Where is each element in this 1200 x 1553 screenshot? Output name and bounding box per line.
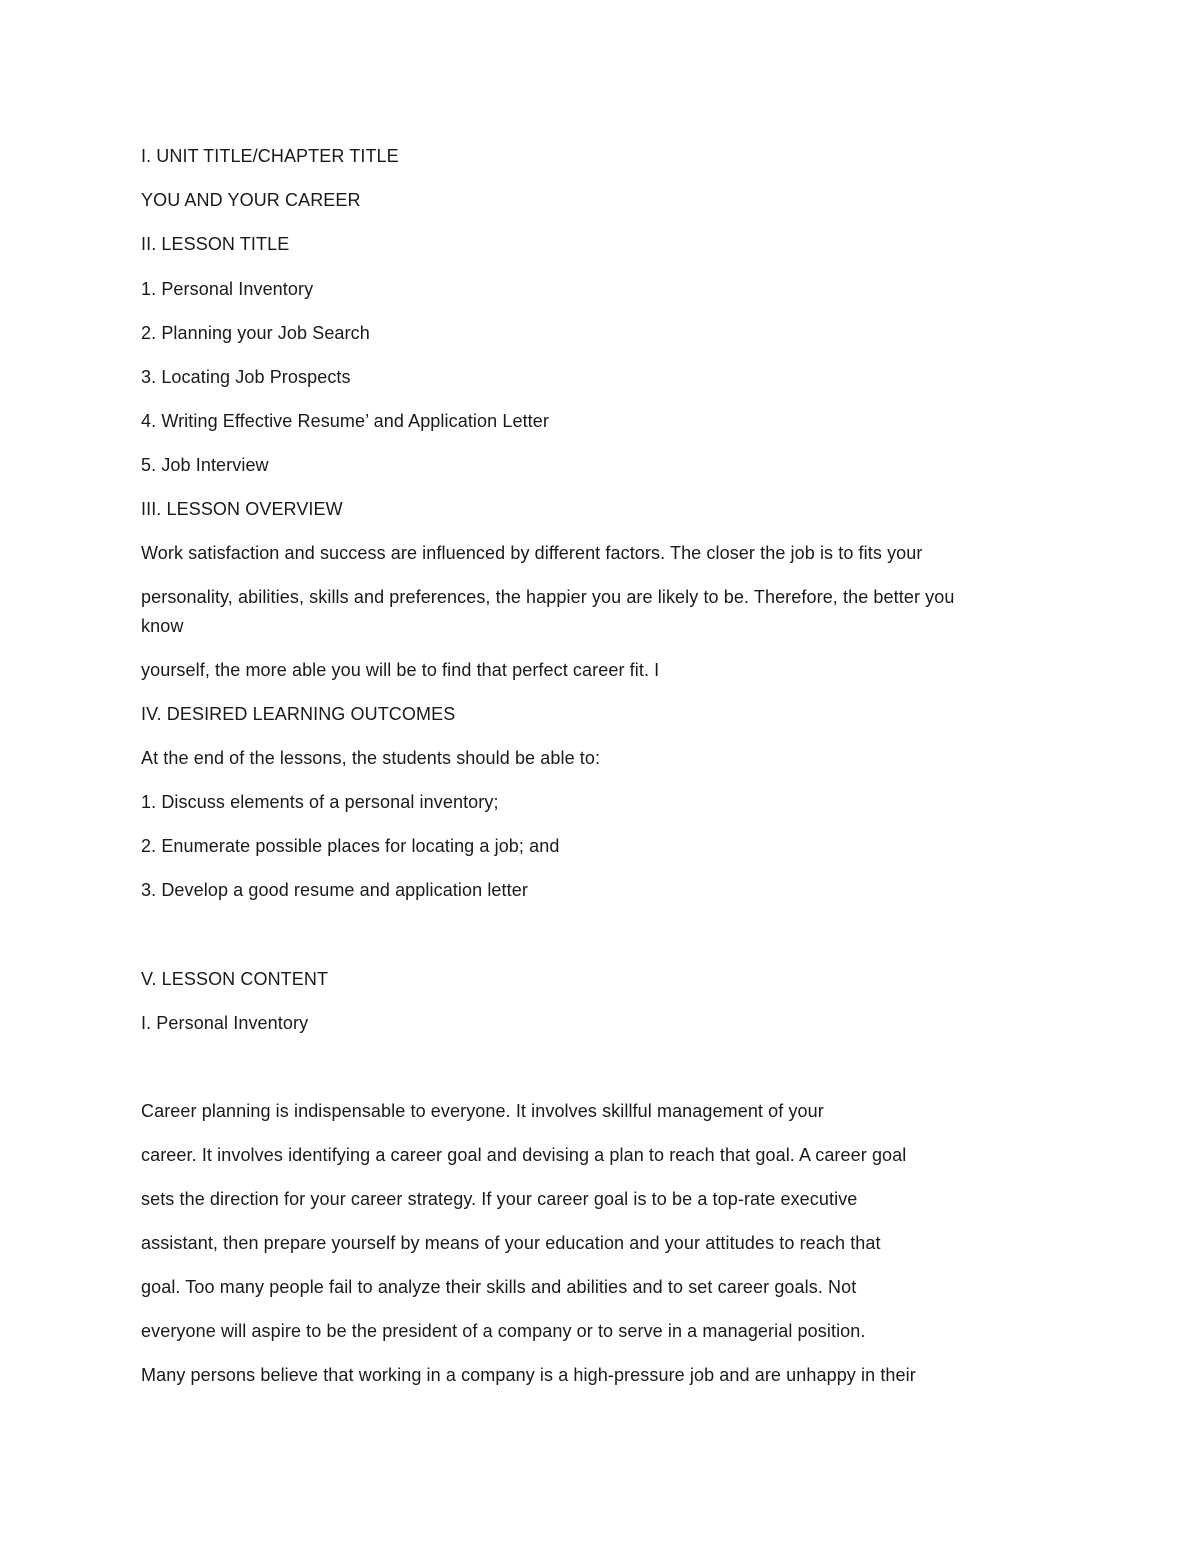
content-line: career. It involves identifying a career goal and devising a plan to reach that goal. A career goal <box>141 1145 907 1165</box>
unit-heading: I. UNIT TITLE/CHAPTER TITLE <box>141 146 399 166</box>
content-line: Career planning is indispensable to everyone. It involves skillful management of your <box>141 1101 824 1121</box>
content-line: assistant, then prepare yourself by means of your education and your attitudes to reach that <box>141 1233 881 1253</box>
content-line: Many persons believe that working in a company is a high-pressure job and are unhappy in their <box>141 1365 916 1385</box>
lesson-item: 4. Writing Effective Resume’ and Application Letter <box>141 411 549 431</box>
outcomes-intro: At the end of the lessons, the students should be able to: <box>141 748 601 768</box>
lesson-item: 2. Planning your Job Search <box>141 323 370 343</box>
lesson-heading: II. LESSON TITLE <box>141 234 290 254</box>
overview-line: yourself, the more able you will be to find that perfect career fit. I <box>141 660 660 680</box>
content-line: everyone will aspire to be the president of a company or to serve in a managerial position. <box>141 1321 866 1341</box>
overview-line: Work satisfaction and success are influenced by different factors. The closer the job is to fits your <box>141 543 923 563</box>
content-line: sets the direction for your career strategy. If your career goal is to be a top-rate executive <box>141 1189 858 1209</box>
lesson-item: 1. Personal Inventory <box>141 279 314 299</box>
outcome-item: 1. Discuss elements of a personal inventory; <box>141 792 499 812</box>
outcome-item: 2. Enumerate possible places for locating a job; and <box>141 836 560 856</box>
overview-heading: III. LESSON OVERVIEW <box>141 499 343 519</box>
content-line: goal. Too many people fail to analyze their skills and abilities and to set career goals. Not <box>141 1277 857 1297</box>
unit-title: YOU AND YOUR CAREER <box>141 190 361 210</box>
lesson-item: 5. Job Interview <box>141 455 269 475</box>
outcome-item: 3. Develop a good resume and application letter <box>141 880 528 900</box>
content-subheading: I. Personal Inventory <box>141 1013 309 1033</box>
outcomes-heading: IV. DESIRED LEARNING OUTCOMES <box>141 704 456 724</box>
lesson-item: 3. Locating Job Prospects <box>141 367 351 387</box>
overview-line: personality, abilities, skills and preferences, the happier you are likely to be. Therefore, the better you <box>141 587 955 607</box>
content-heading: V. LESSON CONTENT <box>141 969 329 989</box>
overview-line: know <box>141 616 184 636</box>
